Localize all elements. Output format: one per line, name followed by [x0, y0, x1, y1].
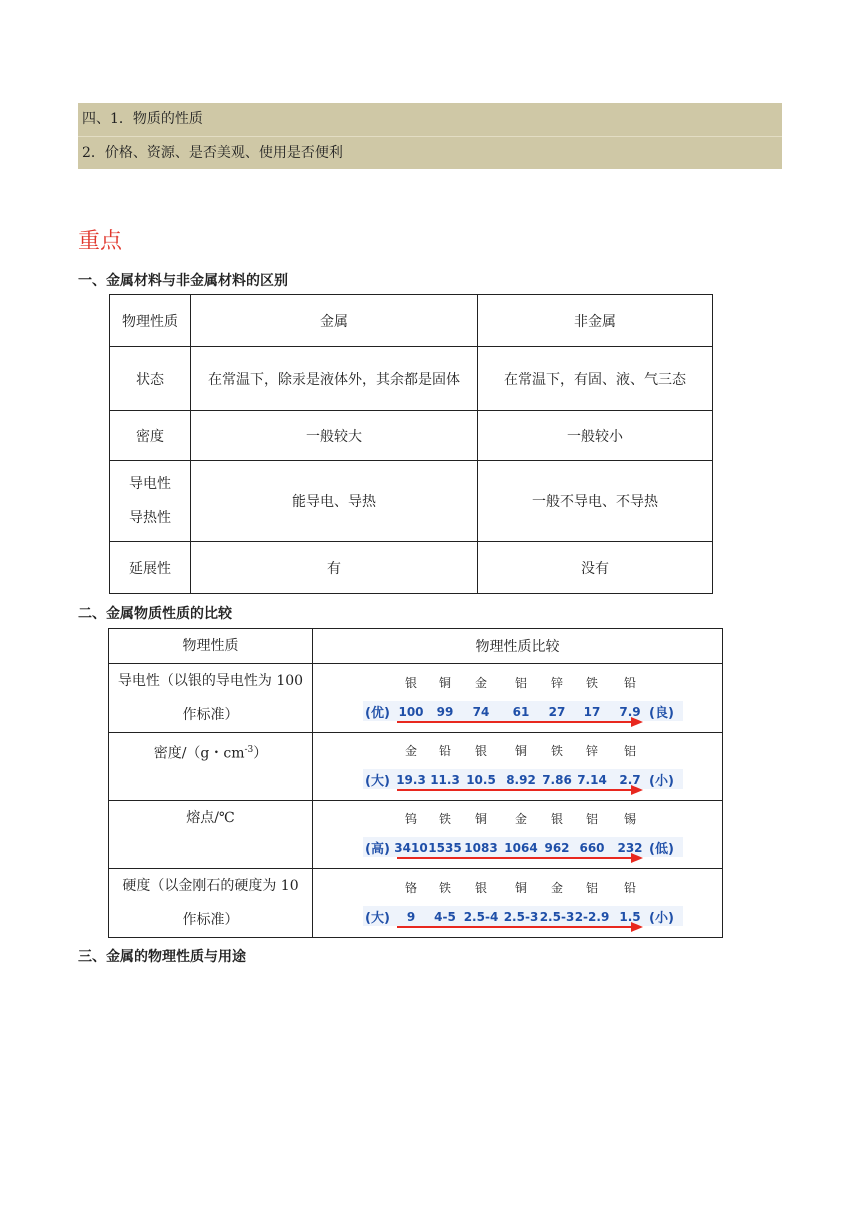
property-cell: 状态 [110, 347, 191, 411]
order-start-label: (大) [365, 774, 390, 789]
header-cell: 物理性质 [110, 295, 191, 347]
element-label: 铝 [585, 880, 599, 895]
value-label: 11.3 [430, 773, 460, 787]
property-tail: ） [253, 745, 268, 762]
value-label: 7.14 [577, 773, 607, 787]
table-row [110, 295, 713, 347]
element-label: 银 [550, 812, 564, 826]
property-line: 硬度（以金刚石的硬度为 10 [122, 878, 299, 894]
order-end-label: (小) [649, 774, 674, 789]
nonmetal-cell: 没有 [478, 542, 713, 594]
element-label: 银 [404, 675, 418, 690]
property-cell [109, 733, 313, 801]
value-label: 10.5 [466, 773, 496, 787]
element-label: 锌 [550, 675, 564, 690]
element-label: 铝 [514, 675, 528, 690]
table-row [110, 461, 713, 542]
property-line: 导热性 [129, 510, 171, 526]
metal-cell: 在常温下，除汞是液体外，其余都是固体 [191, 347, 478, 411]
value-label: 3410 [394, 841, 428, 855]
element-label: 锌 [585, 744, 599, 758]
value-label: 17 [583, 704, 601, 719]
property-cell [109, 869, 313, 938]
property-text: 密度/（g・cm [153, 745, 245, 762]
section3-heading: 三、金属的物理性质与用途 [78, 949, 246, 965]
value-label: 2.5-4 [463, 909, 499, 924]
property-line: 导电性 [129, 476, 171, 492]
metal-property-comparison-table [108, 628, 723, 938]
element-label: 铝 [585, 812, 599, 826]
element-label: 铁 [550, 744, 564, 758]
element-label: 铁 [585, 675, 599, 690]
element-label: 铁 [438, 812, 452, 826]
table-row [109, 733, 723, 801]
element-label: 金 [514, 812, 528, 826]
metal-cell: 有 [191, 542, 478, 594]
comparison-graphic [313, 733, 722, 800]
table-row [109, 869, 723, 938]
value-label: 8.92 [506, 773, 536, 787]
order-start-label: (优) [365, 705, 390, 721]
value-label: 2.5-3 [503, 909, 539, 924]
table-row [110, 542, 713, 594]
answer-line-1: 四、1．物质的性质 [82, 111, 203, 127]
comparison-graphic [313, 665, 722, 732]
comparison-graphic [313, 801, 722, 868]
value-label: 9 [406, 909, 416, 924]
table-row [110, 411, 713, 461]
table-row [109, 664, 723, 733]
element-label: 铅 [623, 880, 637, 895]
order-end-label: (低) [649, 842, 674, 857]
order-start-label: (高) [365, 842, 390, 857]
value-label: 7.9 [619, 704, 641, 719]
order-end-label: (良) [649, 705, 674, 721]
property-sup: -3 [244, 745, 254, 755]
comparison-graphic [313, 870, 722, 937]
nonmetal-cell: 一般不导电、不导热 [478, 461, 713, 542]
element-label: 银 [474, 880, 488, 895]
value-label: 61 [512, 704, 530, 719]
element-label: 铜 [474, 812, 488, 826]
property-cell [110, 461, 191, 542]
value-label: 27 [548, 704, 566, 719]
element-label: 金 [550, 880, 564, 895]
element-label: 铅 [623, 675, 637, 690]
property-cell [109, 664, 313, 733]
value-label: 232 [617, 841, 643, 855]
comparison-cell [313, 733, 723, 801]
element-label: 钨 [404, 812, 418, 826]
value-label: 7.86 [542, 773, 572, 787]
property-line: 作标准） [182, 707, 239, 723]
element-label: 金 [404, 744, 418, 758]
value-label: 99 [436, 704, 454, 719]
comparison-cell [313, 801, 723, 869]
value-label: 2.5-3 [539, 909, 575, 924]
value-label: 1083 [464, 841, 498, 855]
nonmetal-cell: 在常温下，有固、液、气三态 [478, 347, 713, 411]
element-label: 银 [474, 744, 488, 758]
focus-title: 重点 [78, 229, 123, 254]
property-cell: 密度 [110, 411, 191, 461]
header-cell: 物理性质 [109, 629, 313, 664]
element-label: 铜 [514, 744, 528, 758]
header-cell: 金属 [191, 295, 478, 347]
value-label: 962 [544, 841, 570, 855]
element-label: 铝 [623, 744, 637, 758]
property-line: 导电性（以银的导电性为 100 [117, 673, 304, 689]
element-label: 铁 [438, 880, 452, 895]
element-label: 铜 [438, 675, 452, 690]
metal-cell: 一般较大 [191, 411, 478, 461]
value-label: 1064 [504, 841, 538, 855]
table-row [109, 801, 723, 869]
order-end-label: (小) [649, 910, 674, 926]
metal-nonmetal-table [109, 294, 713, 594]
nonmetal-cell: 一般较小 [478, 411, 713, 461]
element-label: 铬 [404, 880, 418, 895]
header-cell: 非金属 [478, 295, 713, 347]
value-label: 660 [579, 841, 605, 855]
property-cell: 熔点/℃ [109, 801, 313, 869]
comparison-cell [313, 869, 723, 938]
value-label: 19.3 [396, 773, 426, 787]
value-label: 2-2.9 [574, 909, 610, 924]
header-cell: 物理性质比较 [313, 629, 723, 664]
element-label: 锡 [623, 812, 637, 826]
table-row [109, 629, 723, 664]
order-start-label: (大) [365, 910, 390, 926]
section1-heading: 一、金属材料与非金属材料的区别 [78, 273, 288, 289]
value-label: 1.5 [619, 909, 641, 924]
property-line: 作标准） [182, 912, 239, 928]
value-label: 74 [472, 704, 490, 719]
value-label: 2.7 [619, 773, 641, 787]
element-label: 铅 [438, 744, 452, 758]
answer-line-2: 2．价格、资源、是否美观、使用是否便利 [78, 136, 782, 169]
value-label: 1535 [428, 841, 462, 855]
answer-box [78, 103, 782, 169]
element-label: 金 [474, 675, 488, 690]
metal-cell: 能导电、导热 [191, 461, 478, 542]
comparison-cell [313, 664, 723, 733]
value-label: 4-5 [434, 909, 456, 924]
table-row [110, 347, 713, 411]
value-label: 100 [398, 704, 424, 719]
section2-heading: 二、金属物质性质的比较 [78, 606, 232, 622]
element-label: 铜 [514, 880, 528, 895]
property-cell: 延展性 [110, 542, 191, 594]
